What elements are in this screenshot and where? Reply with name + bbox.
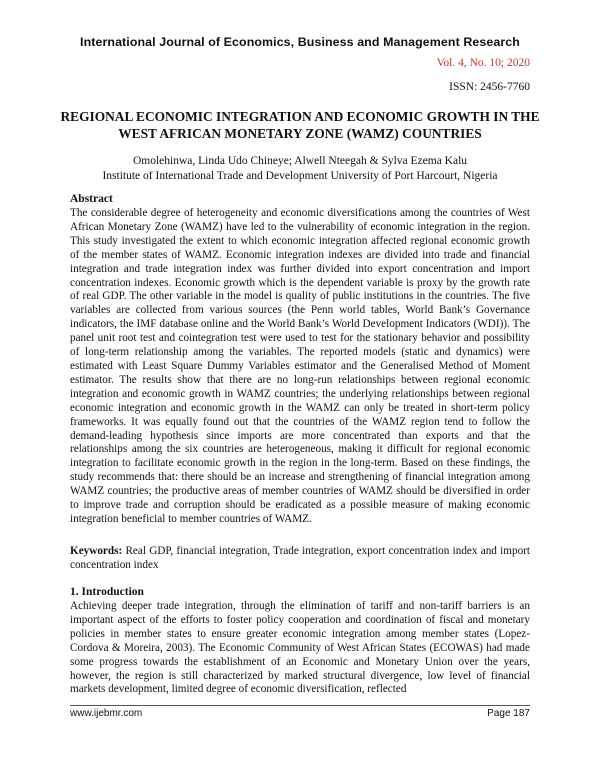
abstract-text: The considerable degree of heterogeneity and economic diversifications among the countries of West African Monetary Zone (WAMZ) have led to the vulnerability of economic integration in the region. This study investigated the extent to which economic integration affected regional economic growth of the member states of WAMZ. Economic integration indexes are divided into trade and financial integration and trade integration index was further divided into export concentration and import concentration indexes. Economic growth which is the dependent variable is proxy by the growth rate of real GDP. The other variable in the model is quality of public institutions in the countries. The five variables are collected from various sources (the Penn world tables, World Bank’s Governance indicators, the IMF database online and the World Bank’s World Development Indicators (WDI)). The panel unit root test and cointegration test were used to test for the stationary behavior and possibility of long-term relationship among the variables. The reported models (static and dynamics) were estimated with Least Square Dummy Variables estimator and the Generalised Method of Moment estimator. The results show that there are no long-run relationships between regional economic integration and economic growth in WAMZ countries; the underlying relationships between regional economic integration and economic growth in the WAMZ can only be treated in short-term policy frameworks. It was equally found out that the countries of the WAMZ region tend to follow the demand-leading hypothesis since imports are more concentrated than exports and that the relationships among the six countries are heterogeneous, making it difficult for regional economic integration to facilitate economic growth in the region in the long-term. Based on these findings, the study recommends that: there should be an increase and strengthening of financial integration among WAMZ countries; the productive areas of member countries of WAMZ should be diversified in order to improve trade and corruption should be eradicated as a possible measure of making economic integration beneficial to member countries of WAMZ. — [70, 207, 530, 525]
affiliation: Institute of International Trade and Development University of Port Harcourt, Nigeria — [102, 170, 498, 182]
introduction-heading: 1. Introduction — [70, 586, 144, 598]
footer-divider — [70, 705, 530, 706]
footer-website: www.ijebmr.com — [70, 708, 143, 719]
issn: ISSN: 2456-7760 — [449, 81, 530, 93]
keywords-text: Real GDP, financial integration, Trade integration, export concentration index and import concentration index — [70, 545, 530, 571]
keywords-label: Keywords: — [70, 545, 123, 557]
volume-info: Vol. 4, No. 10; 2020 — [436, 57, 530, 69]
introduction-text: Achieving deeper trade integration, through the elimination of tariff and non-tariff barriers is an important aspect of the efforts to foster policy cooperation and coordination of fiscal and monetary policies in member states to ensure greater economic integration among member states (Lopez-Cordova & Moreira, 2003). The Economic Community of West African States (ECOWAS) had made some progress towards the establishment of an Economic and Monetary Union over the years, however, the region is still characterized by marked structural divergence, low level of financial markets development, limited degree of economic diversification, reflected — [70, 600, 530, 696]
keywords — [70, 544, 530, 572]
page-number: Page 187 — [487, 708, 530, 719]
abstract-heading: Abstract — [70, 193, 113, 205]
journal-name: International Journal of Economics, Business and Management Research — [80, 35, 520, 49]
article-title: REGIONAL ECONOMIC INTEGRATION AND ECONOMIC GROWTH IN THE WEST AFRICAN MONETARY ZONE (WAMZ) COUNTRIES — [60, 109, 540, 141]
authors: Omolehinwa, Linda Udo Chineye; Alwell Nteegah & Sylva Ezema Kalu — [132, 155, 468, 167]
